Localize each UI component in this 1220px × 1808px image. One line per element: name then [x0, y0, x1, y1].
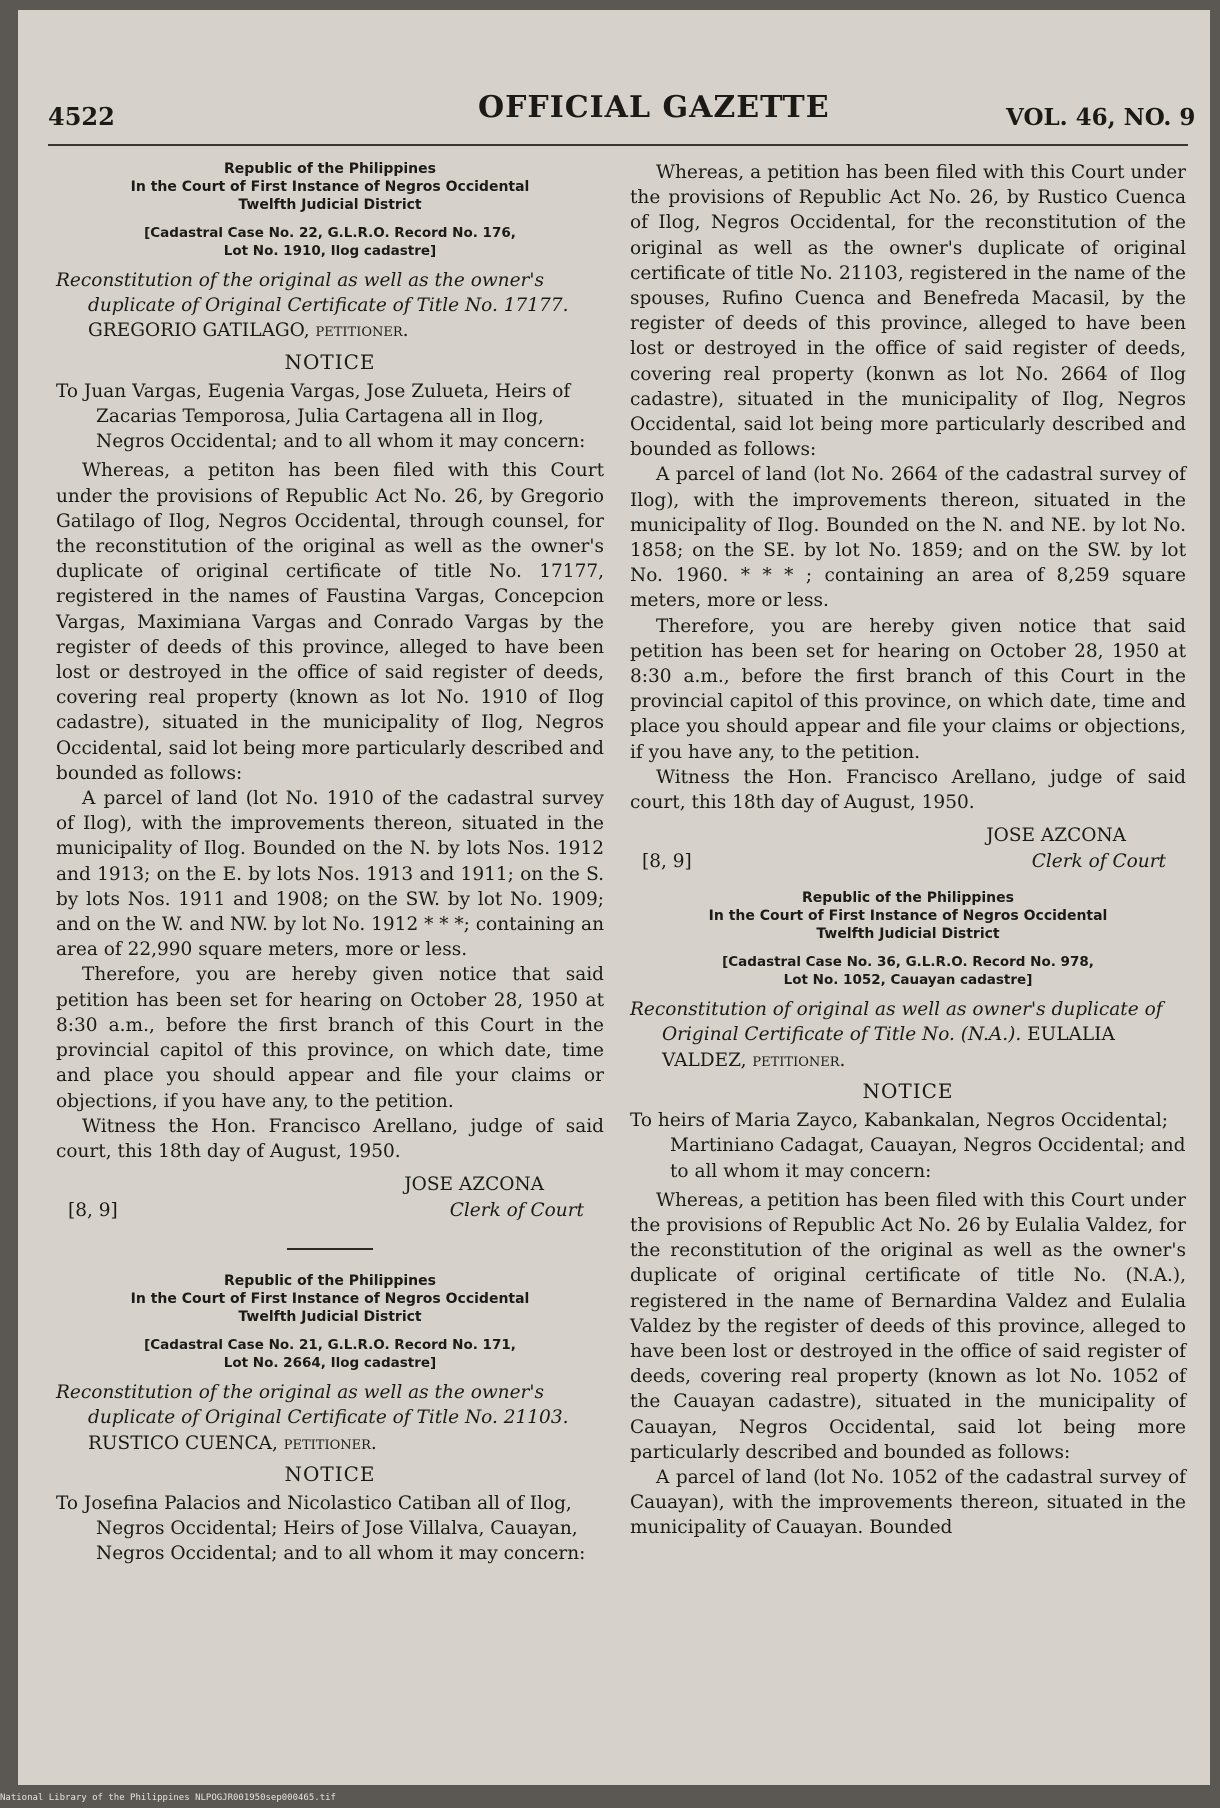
- signer-name: JOSE AZCONA: [986, 825, 1126, 847]
- court-line: In the Court of First Instance of Negros Occidental: [130, 1291, 530, 1308]
- left-column: [56, 160, 604, 1571]
- republic-line: Republic of the Philippines: [224, 1273, 436, 1290]
- district-line: Twelfth Judicial District: [238, 1309, 422, 1326]
- signer-title: Clerk of Court: [449, 1200, 584, 1222]
- paragraph: A parcel of land (lot No. 1052 of the cadastral survey of Cauayan), with the improvements thereon, situated in the municipality of Cauayan. Bounded: [630, 1466, 1186, 1539]
- reconstitution-text: Reconstitution of original as well as owner's duplicate of Original Certificate of Title No. (N.A.).: [630, 999, 1163, 1046]
- reconstitution-caption: [56, 268, 604, 344]
- reconstitution-text: Reconstitution of the original as well as the owner's duplicate of Original Certificate of Title No. 21103.: [56, 1382, 569, 1429]
- notice-title: NOTICE: [862, 1078, 954, 1103]
- reconstitution-caption: [56, 1380, 604, 1456]
- paragraph: Therefore, you are hereby given notice that said petition has been set for hearing on October 28, 1950 at 8:30 a.m., before the first branch of this Court in the provincial capitol of this province, on which date, time and place you should appear and file your claims or objections, if you have any, to the petition.: [630, 615, 1186, 763]
- petitioner-name: GREGORIO GATILAGO, petitioner.: [88, 320, 409, 342]
- right-column: [630, 160, 1186, 1541]
- court-header: [630, 889, 1186, 943]
- spacer: [630, 879, 1186, 889]
- court-line: In the Court of First Instance of Negros Occidental: [708, 908, 1108, 925]
- district-line: Twelfth Judicial District: [238, 197, 422, 213]
- volume-number: VOL. 46, NO. 9: [1006, 104, 1196, 131]
- republic-line: Republic of the Philippines: [802, 890, 1014, 907]
- case-info: [56, 224, 604, 260]
- petitioner-name: EULALIA VALDEZ, petitioner.: [662, 1024, 1115, 1071]
- case-line: [Cadastral Case No. 36, G.L.R.O. Record No. 978,: [722, 954, 1094, 971]
- case-line: Lot No. 2664, Ilog cadastre]: [223, 1355, 437, 1372]
- notice-title: NOTICE: [284, 349, 376, 374]
- paragraph: A parcel of land (lot No. 2664 of the cadastral survey of Ilog), with the improvements thereon, situated in the municipality of Ilog. Bounded on the N. and NE. by lot No. 1858; on the SE. by lot No. 1859; and on the SW. by lot No. 1960. * * * ; containing an area of 8,259 square meters, more or less.: [630, 464, 1186, 612]
- page-number: 4522: [48, 102, 115, 131]
- header-rule: [48, 144, 1188, 146]
- reconstitution-caption: [630, 997, 1186, 1073]
- paragraph: Whereas, a petition has been filed with this Court under the provisions of Republic Act No. 26, by Rustico Cuenca of Ilog, Negros Occidental, for the reconstitution of the original as well as the owner's duplicate of original certificate of title No. 21103, registered in the name of the spouses, Rufino Cuenca and Benefreda Macasil, by the register of deeds of this province, alleged to have been lost or destroyed in the office of said register of deeds, covering real property (konwn as lot No. 2664 of Ilog cadastre), situated in the municipality of Ilog, Negros Occidental, said lot being more particularly described and bounded as follows:: [630, 162, 1186, 461]
- republic-line: Republic of the Philippines: [224, 161, 436, 177]
- case-line: [Cadastral Case No. 21, G.L.R.O. Record No. 171,: [144, 1337, 516, 1354]
- paragraph: A parcel of land (lot No. 1910 of the cadastral survey of Ilog), with the improvements thereon, situated in the municipality of Ilog. Bounded on the N. by lots Nos. 1912 and 1913; on the E. by lots Nos. 1913 and 1911; on the S. by lots Nos. 1911 and 1908; on the SW. by lot No. 1909; and on the W. and NW. by lot No. 1912 * * *; containing an area of 22,990 square meters, more or less.: [56, 788, 604, 961]
- case-line: Lot No. 1910, Ilog cadastre]: [223, 243, 437, 259]
- signature-block: [630, 823, 1186, 879]
- addressee: To heirs of Maria Zayco, Kabankalan, Negros Occidental; Martiniano Cadagat, Cauayan, Negros Occidental; and to all whom it may concern:: [630, 1110, 1186, 1182]
- paragraph: Witness the Hon. Francisco Arellano, judge of said court, this 18th day of August, 1950.: [630, 766, 1186, 814]
- paragraph: Whereas, a petiton has been filed with this Court under the provisions of Republic Act No. 26, by Gregorio Gatilago of Ilog, Negros Occidental, through counsel, for the reconstitution of the original as well as the owner's duplicate of original certificate of title No. 17177, registered in the names of Faustina Vargas, Concepcion Vargas, Maximiana Vargas and Conrado Vargas by the register of deeds of this province, alleged to have been lost or destroyed in the office of said register of deeds, covering real property (known as lot No. 1910 of Ilog cadastre), situated in the municipality of Ilog, Negros Occidental, said lot being more particularly described and bounded as follows:: [56, 460, 604, 784]
- section-divider: [287, 1248, 373, 1250]
- district-line: Twelfth Judicial District: [816, 926, 1000, 943]
- publication-ref: [8, 9]: [68, 1200, 118, 1222]
- journal-title: OFFICIAL GAZETTE: [478, 90, 830, 125]
- court-line: In the Court of First Instance of Negros Occidental: [130, 179, 530, 195]
- signer-title: Clerk of Court: [1031, 851, 1166, 873]
- case-line: [Cadastral Case No. 22, G.L.R.O. Record No. 176,: [144, 225, 516, 241]
- reconstitution-text: Reconstitution of the original as well as the owner's duplicate of Original Certificate of Title No. 17177.: [56, 270, 569, 317]
- notice-title: NOTICE: [284, 1461, 376, 1486]
- signer-name: JOSE AZCONA: [404, 1174, 544, 1196]
- case-info: [630, 953, 1186, 989]
- publication-ref: [8, 9]: [642, 851, 692, 873]
- paragraph: Whereas, a petition has been filed with this Court under the provisions of Republic Act No. 26 by Eulalia Valdez, for the reconstitution of the original as well as the owner's duplicate of original certificate of title No. (N.A.), registered in the name of Bernardina Valdez and Eulalia Valdez by the register of deeds of this province, alleged to have been lost or destroyed in the office of said register of deeds, covering real property (known as lot No. 1052 of the Cauayan cadastre), situated in the municipality of Cauayan, Negros Occidental, said lot being more particularly described and bounded as follows:: [630, 1189, 1186, 1463]
- scan-caption: National Library of the Philippines NLPOGJR001950sep000465.tif: [0, 1793, 336, 1803]
- paragraph: Witness the Hon. Francisco Arellano, judge of said court, this 18th day of August, 1950.: [56, 1115, 604, 1162]
- addressee: To Juan Vargas, Eugenia Vargas, Jose Zulueta, Heirs of Zacarias Temporosa, Julia Cartagena all in Ilog, Negros Occidental; and to all whom it may concern:: [56, 380, 586, 453]
- paragraph: Therefore, you are hereby given notice that said petition has been set for hearing on October 28, 1950 at 8:30 a.m., before the first branch of this Court in the provincial capitol of this province, on which date, time and place you should appear and file your claims or objections, if you have any, to the petition.: [56, 964, 604, 1112]
- signature-block: [56, 1172, 604, 1228]
- court-header: [56, 160, 604, 214]
- petitioner-name: RUSTICO CUENCA, petitioner.: [88, 1432, 377, 1454]
- case-line: Lot No. 1052, Cauayan cadastre]: [783, 972, 1033, 989]
- court-header: [56, 1272, 604, 1326]
- case-info: [56, 1336, 604, 1372]
- addressee: To Josefina Palacios and Nicolastico Catiban all of Ilog, Negros Occidental; Heirs of Jose Villalva, Cauayan, Negros Occidental; and to all whom it may concern:: [56, 1492, 586, 1565]
- gazette-page: [18, 10, 1210, 1785]
